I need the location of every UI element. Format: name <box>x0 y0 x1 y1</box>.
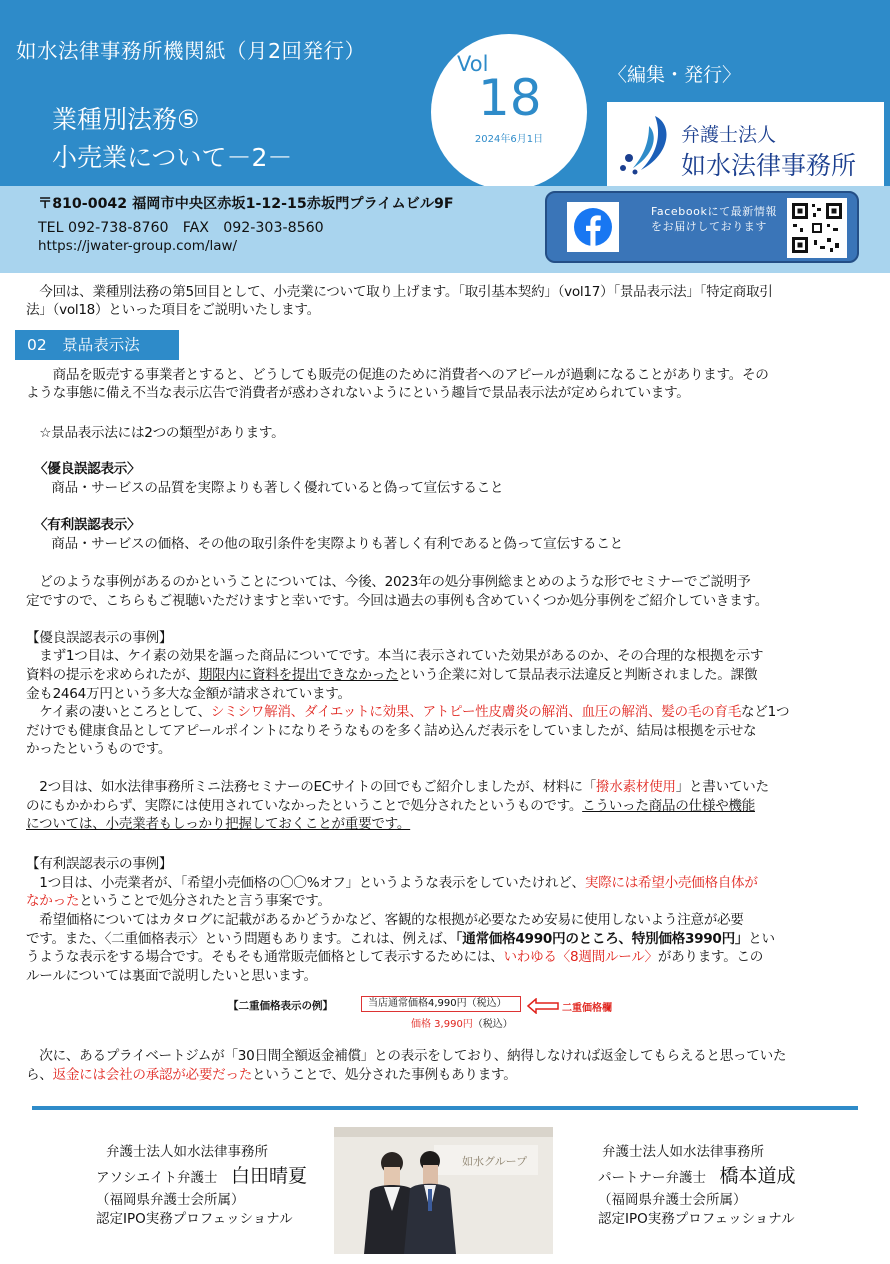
topic-title: 業種別法務⑤ <box>52 105 200 134</box>
example-3-line-3: 希望価格についてはカタログに記載があるかどうかなど、客観的な根拠が必要なため安易に使用しないよう注意が必要 <box>26 912 744 928</box>
staff-right-bar: （福岡県弁護士会所属） <box>598 1192 747 1208</box>
staff-right-cert: 認定IPO実務プロフェッショナル <box>598 1211 795 1227</box>
example-3-line-4: です。また、〈二重価格表示〉という問題もあります。これは、例えば、「通常価格4990円のところ、特別価格3990円」とい <box>26 931 775 947</box>
example-3-line-5: うような表示をする場合です。そもそも通常販売価格として表示するためには、いわゆる〈8週間ルール〉があります。この <box>26 949 764 965</box>
footer-divider <box>32 1106 858 1110</box>
firm-type: 弁護士法人 <box>681 124 777 146</box>
issue-date: 2024年6月1日 <box>474 134 544 145</box>
qr-code[interactable] <box>787 198 847 258</box>
yuryo-heading: 〈優良誤認表示〉 <box>34 461 141 477</box>
intro-line-2: 法」（vol18）といった項目をご説明いたします。 <box>26 302 320 318</box>
para-1-line-1: 商品を販売する事業者とすると、どうしても販売の促進のために消費者へのアピールが過剰になることがあります。その <box>26 367 769 383</box>
example-4-line-1: 次に、あるプライベートジムが「30日間全額返金補償」との表示をしており、納得しなければ返金してもらえると思っていた <box>26 1048 787 1064</box>
price-example-label: 【二重価格表示の例】 <box>228 1000 333 1012</box>
facebook-icon <box>567 202 619 252</box>
tel-fax: TEL 092-738-8760 FAX 092-303-8560 <box>38 220 324 236</box>
example-2-line-2: のにもかかわらず、実際には使用されていなかったということで処分されたというものです。こういった商品の仕様や機能 <box>26 798 755 814</box>
price-example <box>359 996 523 1030</box>
example-1-line-1: まず1つ目は、ケイ素の効果を謳った商品についてです。本当に表示されていた効果があるのか、その合理的な根拠を示す <box>26 648 764 664</box>
staff-left-bar: （福岡県弁護士会所属） <box>96 1192 245 1208</box>
staff-right-firm: 弁護士法人如水法律事務所 <box>602 1144 764 1160</box>
staff-photo-image <box>334 1127 553 1254</box>
photo-sign: 如水グループ <box>462 1155 528 1168</box>
newsletter-title: 如水法律事務所機関紙（月2回発行） <box>16 39 366 63</box>
vol-number: 18 <box>478 69 542 127</box>
topic-subtitle: 小売業について－2－ <box>52 143 293 172</box>
example-1-line-3: 金も2464万円という多大な金額が請求されています。 <box>26 686 351 702</box>
firm-logo <box>607 102 884 186</box>
edit-publish-label: 〈編集・発行〉 <box>608 64 742 86</box>
example-1-line-2: 資料の提示を求められたが、期限内に資料を提出できなかったという企業に対して景品表示法違反と判断されました。課徴 <box>26 667 758 683</box>
example-2-line-3: については、小売業者もしっかり把握しておくことが重要です。 <box>26 816 411 832</box>
vol-label: Vol <box>457 52 489 76</box>
yuri-heading: 〈有利誤認表示〉 <box>34 517 141 533</box>
facebook-icon-wrap <box>567 202 619 252</box>
website-url[interactable]: https://jwater-group.com/law/ <box>38 238 238 254</box>
facebook-text: Facebookにて最新情報をお届けしております <box>651 205 778 233</box>
intro-line-1: 今回は、業種別法務の第5回目として、小売業について取り上げます。「取引基本契約」（vol17）「景品表示法」「特定商取引 <box>26 284 773 300</box>
price-arrow-label: 二重価格欄 <box>562 1003 612 1014</box>
example-1-heading: 【優良誤認表示の事例】 <box>26 630 173 646</box>
example-2-line-1: 2つ目は、如水法律事務所ミニ法務セミナーのECサイトの回でもご紹介しましたが、材料に「撥水素材使用」と書いていた <box>26 779 769 795</box>
staff-left-firm: 弁護士法人如水法律事務所 <box>106 1144 268 1160</box>
para-1-line-2: ような事態に備え不当な表示広告で消費者が惑わされないようにという趣旨で景品表示法が定められています。 <box>26 385 690 401</box>
para-2-line-1: どのような事例があるのかということについては、今後、2023年の処分事例総まとめのような形でセミナーでご説明予 <box>26 574 751 590</box>
example-3-line-6: ルールについては裏面で説明したいと思います。 <box>26 968 317 984</box>
yuri-definition: 商品・サービスの価格、その他の取引条件を実際よりも著しく有利であると偽って宣伝すること <box>38 536 623 552</box>
arrow-left-icon <box>526 998 560 1014</box>
section-heading: 02 景品表示法 <box>15 330 179 360</box>
example-1-line-6: かったというものです。 <box>26 741 172 757</box>
yuryo-definition: 商品・サービスの品質を実際よりも著しく優れていると偽って宣伝すること <box>38 480 504 496</box>
types-intro: ☆景品表示法には2つの類型があります。 <box>26 425 285 441</box>
volume-badge <box>431 34 587 190</box>
firm-name: 如水法律事務所 <box>681 151 857 180</box>
staff-left-cert: 認定IPO実務プロフェッショナル <box>96 1211 293 1227</box>
example-1-line-4: ケイ素の凄いところとして、シミシワ解消、ダイエットに効果、アトピー性皮膚炎の解消、血圧の解消、髪の毛の育毛など1つ <box>26 704 790 720</box>
price-sale: 価格 3,990円（税込） <box>411 1019 513 1030</box>
example-1-line-5: だけでも健康食品としてアピールポイントになりそうなものを多く詰め込んだ表示をしていましたが、結局は根拠を示せな <box>26 723 757 739</box>
price-regular: 当店通常価格4,990円（税込） <box>361 996 521 1012</box>
example-3-heading: 【有利誤認表示の事例】 <box>26 856 173 872</box>
example-3-line-2: なかったということで処分されたと言う事案です。 <box>26 893 331 909</box>
facebook-box[interactable] <box>545 191 859 263</box>
staff-right-role-name: パートナー弁護士 橋本道成 <box>598 1165 796 1187</box>
example-3-line-1: 1つ目は、小売業者が、「希望小売価格の〇〇%オフ」というような表示をしていたけれど、実際には希望小売価格自体が <box>26 875 758 891</box>
example-4-line-2: ら、返金には会社の承認が必要だったということで、処分された事例もあります。 <box>26 1067 517 1083</box>
staff-left-role-name: アソシエイト弁護士 白田晴夏 <box>96 1165 308 1187</box>
staff-photo <box>334 1127 553 1254</box>
para-2-line-2: 定ですので、こちらもご視聴いただけますと幸いです。今回は過去の事例も含めていくつか処分事例をご紹介していきます。 <box>26 593 768 609</box>
firm-logo-icon <box>615 110 675 176</box>
qr-code-icon <box>787 198 847 258</box>
address: 〒810-0042 福岡市中央区赤坂1-12-15赤坂門プライムビル9F <box>38 196 454 212</box>
